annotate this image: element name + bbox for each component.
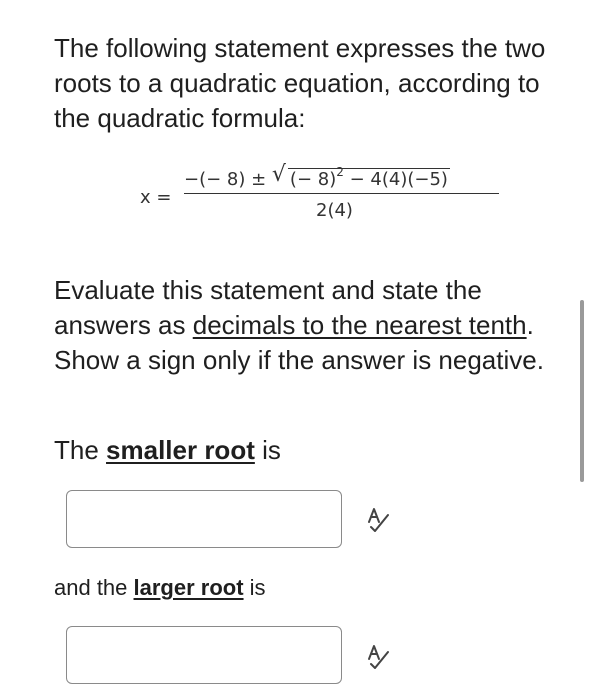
exponent: 2 bbox=[336, 165, 344, 179]
scrollbar[interactable] bbox=[580, 300, 584, 482]
instruction-text-1: Evaluate this statement and state the answers as bbox=[54, 275, 482, 340]
fraction-bar bbox=[184, 193, 499, 194]
smaller-label-prefix: The bbox=[54, 435, 107, 465]
smaller-root-term: smaller root bbox=[106, 435, 255, 465]
formula-numerator bbox=[184, 165, 450, 190]
square-root bbox=[272, 165, 450, 190]
larger-label-suffix: is bbox=[243, 575, 266, 600]
spellcheck-icon[interactable] bbox=[364, 505, 394, 535]
smaller-label-suffix: is bbox=[254, 435, 281, 465]
numerator-start: −(− 8) ± bbox=[184, 169, 272, 190]
larger-root-input[interactable] bbox=[66, 626, 342, 684]
instructions bbox=[54, 273, 574, 378]
larger-label-prefix: and the bbox=[54, 575, 134, 600]
smaller-root-input[interactable] bbox=[66, 490, 342, 548]
quadratic-formula bbox=[140, 160, 510, 230]
instruction-text-2: . Show a sign only if the answer is negative. bbox=[54, 310, 544, 375]
question-intro: The following statement expresses the two roots to a quadratic equation, according to the quadratic formula: bbox=[54, 33, 546, 133]
instruction-emphasis: decimals to the nearest tenth bbox=[192, 310, 527, 340]
spellcheck-icon[interactable] bbox=[364, 642, 394, 672]
larger-root-term: larger root bbox=[133, 575, 244, 600]
radicand-end: − 4(4)(−5) bbox=[343, 169, 448, 190]
smaller-root-label bbox=[54, 433, 281, 468]
larger-root-label bbox=[54, 574, 266, 602]
formula-denominator: 2(4) bbox=[316, 200, 353, 221]
radicand bbox=[288, 165, 450, 190]
formula-lhs: x = bbox=[140, 187, 172, 208]
radicand-start: (− 8) bbox=[289, 169, 337, 190]
